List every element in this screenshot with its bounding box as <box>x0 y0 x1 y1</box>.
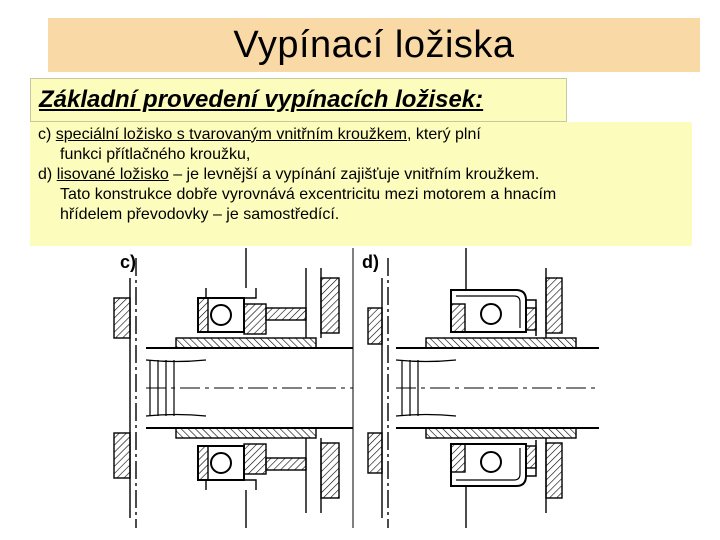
bearing-drawings-figure <box>106 248 599 528</box>
item-c-highlight: speciální ložisko s tvarovaným vnitřním kroužkem, <box>55 126 412 143</box>
figure-label-d: d) <box>362 252 379 272</box>
title-banner <box>48 18 700 72</box>
item-d-highlight: lisované ložisko <box>56 166 169 183</box>
slide-subtitle: Základní provedení vypínacích ložisek: <box>39 86 484 113</box>
figure-label-c: c) <box>120 252 137 272</box>
item-d-line2: Tato konstrukce dobře vyrovnává excentricitu mezi motorem a hnacím <box>60 186 557 203</box>
text-body <box>30 122 692 246</box>
item-c-marker: c) <box>38 126 52 143</box>
item-c-rest: který plní <box>411 126 481 143</box>
item-c-paragraph <box>38 125 686 165</box>
item-d-rest: – je levnější a vypínání zajišťuje vnitřním kroužkem. <box>168 166 540 183</box>
bearing-cross-sections <box>106 248 599 528</box>
subtitle-box <box>30 78 567 122</box>
item-d-marker: d) <box>38 166 53 183</box>
slide-title: Vypínací ložiska <box>233 23 515 66</box>
item-d-paragraph <box>38 165 686 225</box>
item-d-line3: hřídelem převodovky – je samostředící. <box>60 206 340 223</box>
drawing-d <box>368 248 599 528</box>
drawing-c <box>114 248 353 528</box>
item-c-line2: funkci přítlačného kroužku, <box>60 146 251 163</box>
